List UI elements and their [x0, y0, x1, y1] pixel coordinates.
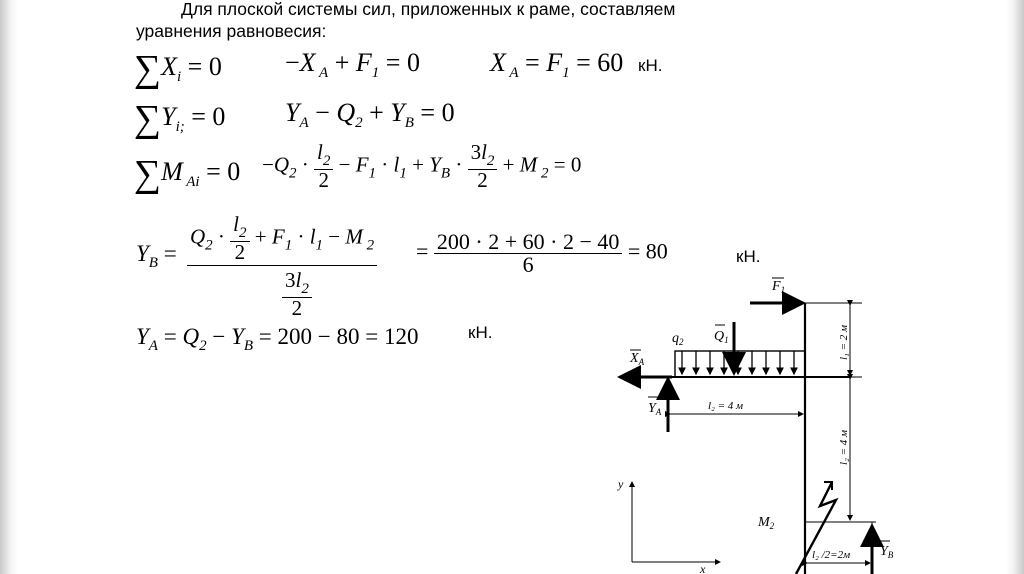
distributed-load-box [675, 351, 805, 377]
ya-label: $Y_A$ [648, 401, 662, 417]
dim-l2-vertical-label: l₂ = 4 м [838, 429, 850, 465]
m2-label: $M_2$ [758, 515, 775, 531]
intro-text [136, 0, 836, 42]
equation-sum-x: $\sum X_i = 0$ [134, 48, 222, 90]
dim-l2-horizontal-label: l₂ = 4 м [708, 400, 744, 412]
q1-label: $Q_1$ [714, 329, 729, 345]
equation-yb-numeric: = $\frac{200 \cdot 2 + 60 \cdot 2 - 40}{6}$ = 80 [416, 229, 668, 277]
q2-label: $q_2$ [672, 331, 684, 347]
slide-right-edge [1006, 0, 1024, 574]
equation-x-full: −X $_A + F_1 = 0$ [285, 48, 420, 81]
unit-kn-1: кН. [638, 56, 663, 75]
slide-left-edge [0, 0, 18, 574]
equation-m-full: $-Q_2$ · $\frac{l_2}{2}$ − $F_1 \cdot l_1 + Y_B$ · $\frac{3l_2}{2}$ + M $_2$ = 0 [262, 140, 582, 192]
yb-label: $Y_B$ [880, 544, 894, 560]
equation-yb-label: $Y_B$ = [136, 241, 177, 271]
frame-diagram [600, 270, 900, 574]
unit-kn-3: кН. [468, 323, 493, 342]
equation-ya: $Y_A = Q_2 - Y_B = 200 - 80 = 120$ [136, 324, 419, 354]
unit-kn-2: кН. [736, 247, 761, 266]
dim-half-l2-label: l₂ /2=2м [812, 549, 851, 561]
equation-yb-fraction: $Q_2$ · $\frac{l_2}{2}$ + $F_1 \cdot l_1 - M$ $_2$ $\frac{3l_2}{2}$ [187, 214, 377, 319]
equation-y-full: $Y_A - Q_2 + Y_B = 0$ [285, 98, 455, 131]
equation-x-result: X $_A = F_1 = 60$ [490, 48, 624, 81]
intro-line-2: уравнения равновесия: [136, 21, 327, 41]
equation-sum-y: $\sum Y_{i;} = 0$ [134, 98, 226, 140]
f1-label: $F_1$ [772, 279, 786, 295]
axis-x-label: x [700, 562, 706, 574]
dim-l1-label: l₁ = 2 м [838, 324, 850, 360]
equation-sum-m: ∑M $_{Ai}$ = 0 [134, 153, 241, 195]
intro-line-1: Для плоской системы сил, приложенных к раме, составляем [181, 0, 676, 19]
axis-y-label: y [618, 477, 624, 491]
xa-label: $X_A$ [630, 351, 645, 367]
distributed-load-arrows [682, 351, 794, 374]
